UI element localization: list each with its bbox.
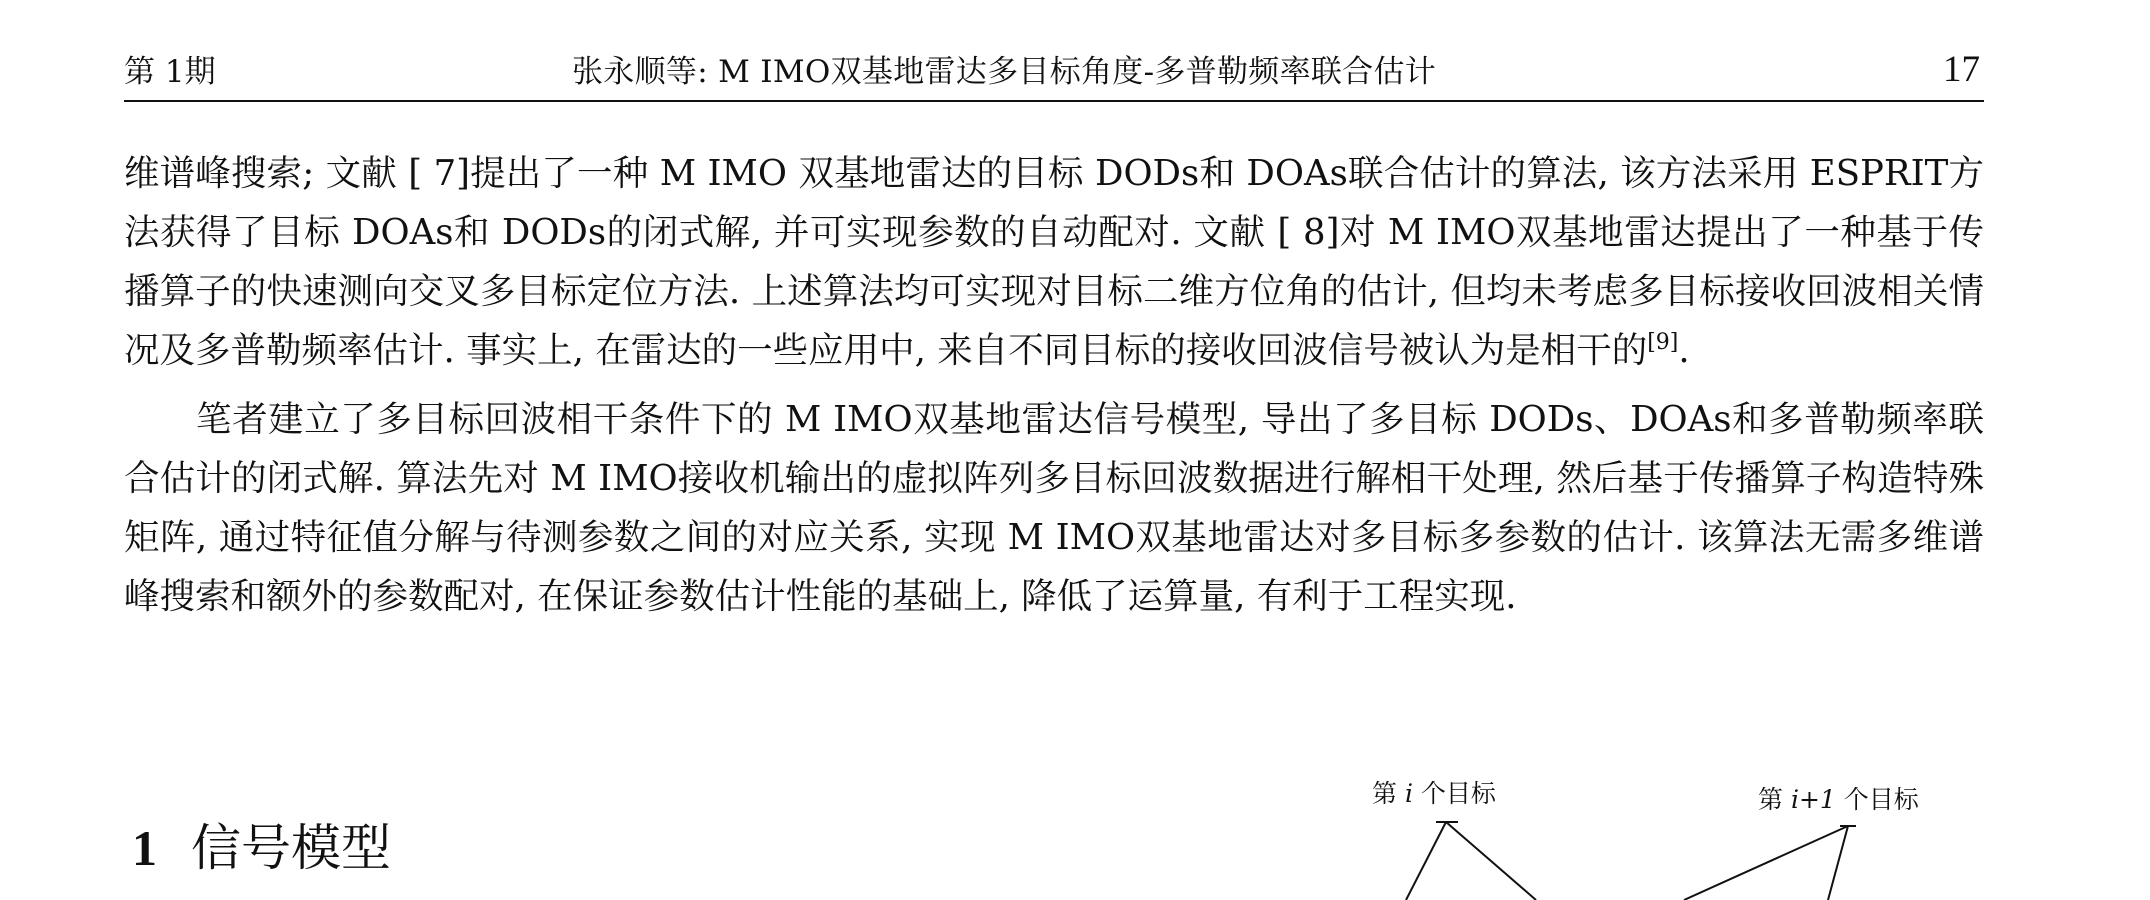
paragraph-1-text: 维谱峰搜索; 文献 [ 7]提出了一种 M IMO 双基地雷达的目标 DODs和 DOAs联合估计的算法, 该方法采用 ESPRIT方法获得了目标 DOAs和 DODs的闭式解, 并可实现参数的自动配对. 文献 [ 8]对 M IMO双基地雷达提出了一种基于传播算子的快速测向交叉多目标定位方法. 上述算法均可实现对目标二维方位角的估计, 但均未考虑多目标接收回波相关情况及多普勒频率估计. 事实上, 在雷达的一些应用中, 来自不同目标的接收回波信号被认为是相干的 [124, 153, 1984, 371]
citation-9[interactable]: [9] [1647, 330, 1679, 355]
section-title: 信号模型 [191, 819, 391, 877]
paragraph-1-end: . [1678, 330, 1690, 371]
target-i-label: 第 i 个目标 [1372, 779, 1496, 808]
target-i1-ray-right [1828, 826, 1848, 900]
header-rule [124, 100, 1984, 102]
target-i-ray-right [1446, 822, 1536, 900]
running-header [124, 38, 1984, 98]
diagram-lines [1330, 760, 1980, 900]
section-heading [132, 808, 391, 880]
target-i1-ray-left [1684, 826, 1848, 900]
issue-label: 第 1期 [124, 54, 216, 90]
section-number: 1 [132, 820, 157, 876]
running-title: 张永顺等: M IMO双基地雷达多目标角度-多普勒频率联合估计 [572, 54, 1437, 90]
target-geometry-diagram [1330, 760, 1980, 900]
target-i-ray-left [1406, 822, 1446, 900]
body-text [124, 144, 1984, 626]
page-number: 17 [1943, 49, 1980, 90]
paragraph-1 [124, 144, 1984, 380]
paragraph-2: 笔者建立了多目标回波相干条件下的 M IMO双基地雷达信号模型, 导出了多目标 DODs、DOAs和多普勒频率联合估计的闭式解. 算法先对 M IMO接收机输出的虚拟阵列多目标回波数据进行解相干处理, 然后基于传播算子构造特殊矩阵, 通过特征值分解与待测参数之间的对应关系, 实现 M IMO双基地雷达对多目标多参数的估计. 该算法无需多维谱峰搜索和额外的参数配对, 在保证参数估计性能的基础上, 降低了运算量, 有利于工程实现. [124, 399, 1984, 617]
target-i1-label: 第 i+1 个目标 [1758, 785, 1919, 814]
